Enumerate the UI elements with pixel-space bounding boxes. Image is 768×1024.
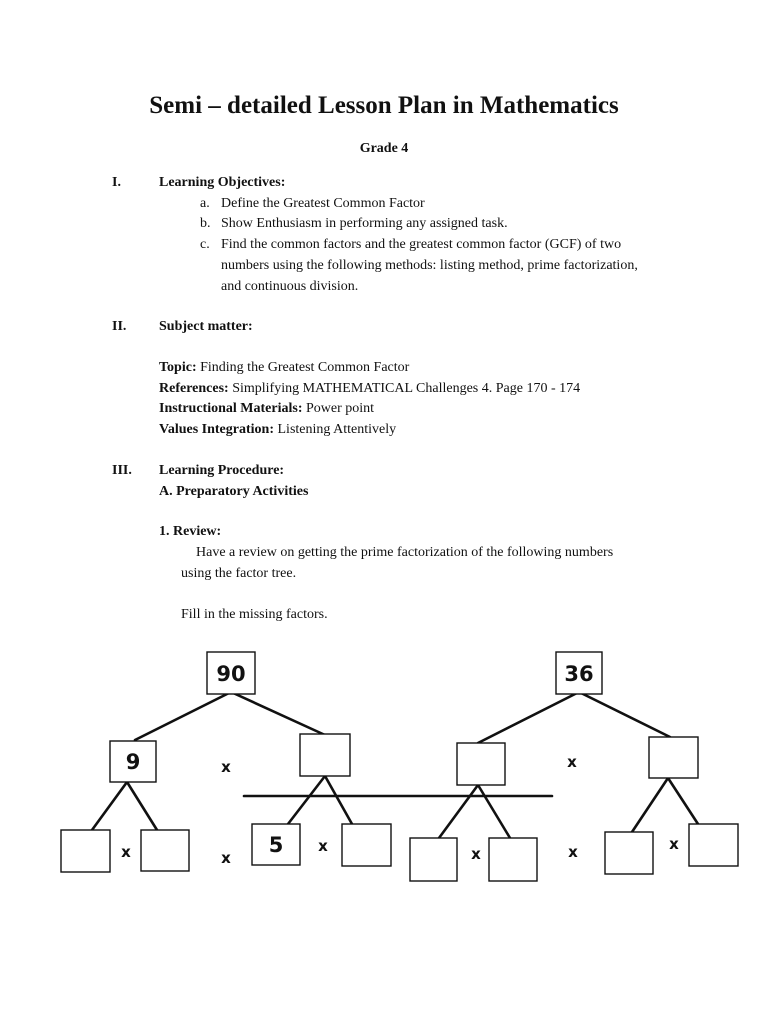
values-label: Values Integration: <box>159 422 274 437</box>
empty-factor-box[interactable] <box>689 824 738 866</box>
empty-factor-box[interactable] <box>605 832 653 874</box>
empty-factor-box[interactable] <box>141 830 189 871</box>
objectives-heading: Learning Objectives: <box>159 175 286 190</box>
objective-a-text: Define the Greatest Common Factor <box>221 196 425 211</box>
review-line-1: Have a review on getting the prime factorization of the following numbers <box>196 545 614 560</box>
times-sign: x <box>568 843 578 861</box>
objective-b-letter: b. <box>200 216 211 231</box>
objective-b-text: Show Enthusiasm in performing any assigned task. <box>221 216 508 231</box>
review-heading: 1. Review: <box>159 524 222 539</box>
empty-factor-box[interactable] <box>649 737 698 778</box>
times-sign: x <box>121 843 131 861</box>
page-title: Semi – detailed Lesson Plan in Mathematics <box>149 92 619 119</box>
references-label: References: <box>159 381 229 396</box>
empty-factor-box[interactable] <box>457 743 505 785</box>
root-number-36: 36 <box>564 662 594 686</box>
materials-value: Power point <box>305 401 375 416</box>
topic-label: Topic: <box>159 360 197 375</box>
objective-c-line-3: and continuous division. <box>221 279 359 294</box>
empty-factor-box[interactable] <box>489 838 537 881</box>
fill-instruction: Fill in the missing factors. <box>181 607 328 622</box>
times-sign: x <box>471 845 481 863</box>
grade-label: Grade 4 <box>359 141 409 156</box>
times-sign: x <box>318 837 328 855</box>
preparatory-activities-heading: A. Preparatory Activities <box>159 484 309 499</box>
objective-c-line-1: Find the common factors and the greatest common factor (GCF) of two <box>221 237 622 252</box>
objective-c-letter: c. <box>200 237 210 252</box>
tree-connectors <box>92 692 698 838</box>
topic-value: Finding the Greatest Common Factor <box>200 360 410 375</box>
objective-a-letter: a. <box>200 196 210 211</box>
values-value: Listening Attentively <box>277 422 397 437</box>
times-sign: x <box>669 835 679 853</box>
times-sign: x <box>221 758 231 776</box>
empty-factor-box[interactable] <box>300 734 350 776</box>
empty-factor-box[interactable] <box>342 824 391 866</box>
materials-label: Instructional Materials: <box>159 401 303 416</box>
section-numeral-1: I. <box>112 175 121 190</box>
objective-c-line-2: numbers using the following methods: listing method, prime factorization, <box>221 258 638 273</box>
subject-heading: Subject matter: <box>159 319 253 334</box>
factor-number-5: 5 <box>268 833 284 857</box>
empty-factor-box[interactable] <box>410 838 457 881</box>
root-number-90: 90 <box>216 662 246 686</box>
review-line-2: using the factor tree. <box>181 566 297 581</box>
section-numeral-3: III. <box>112 463 132 478</box>
times-sign: x <box>567 753 577 771</box>
factor-number-9: 9 <box>125 750 141 774</box>
empty-factor-box[interactable] <box>61 830 110 872</box>
references-value: Simplifying MATHEMATICAL Challenges 4. Page 170 - 174 <box>232 381 581 396</box>
procedure-heading: Learning Procedure: <box>159 463 285 478</box>
times-sign: x <box>221 849 231 867</box>
section-numeral-2: II. <box>112 319 127 334</box>
